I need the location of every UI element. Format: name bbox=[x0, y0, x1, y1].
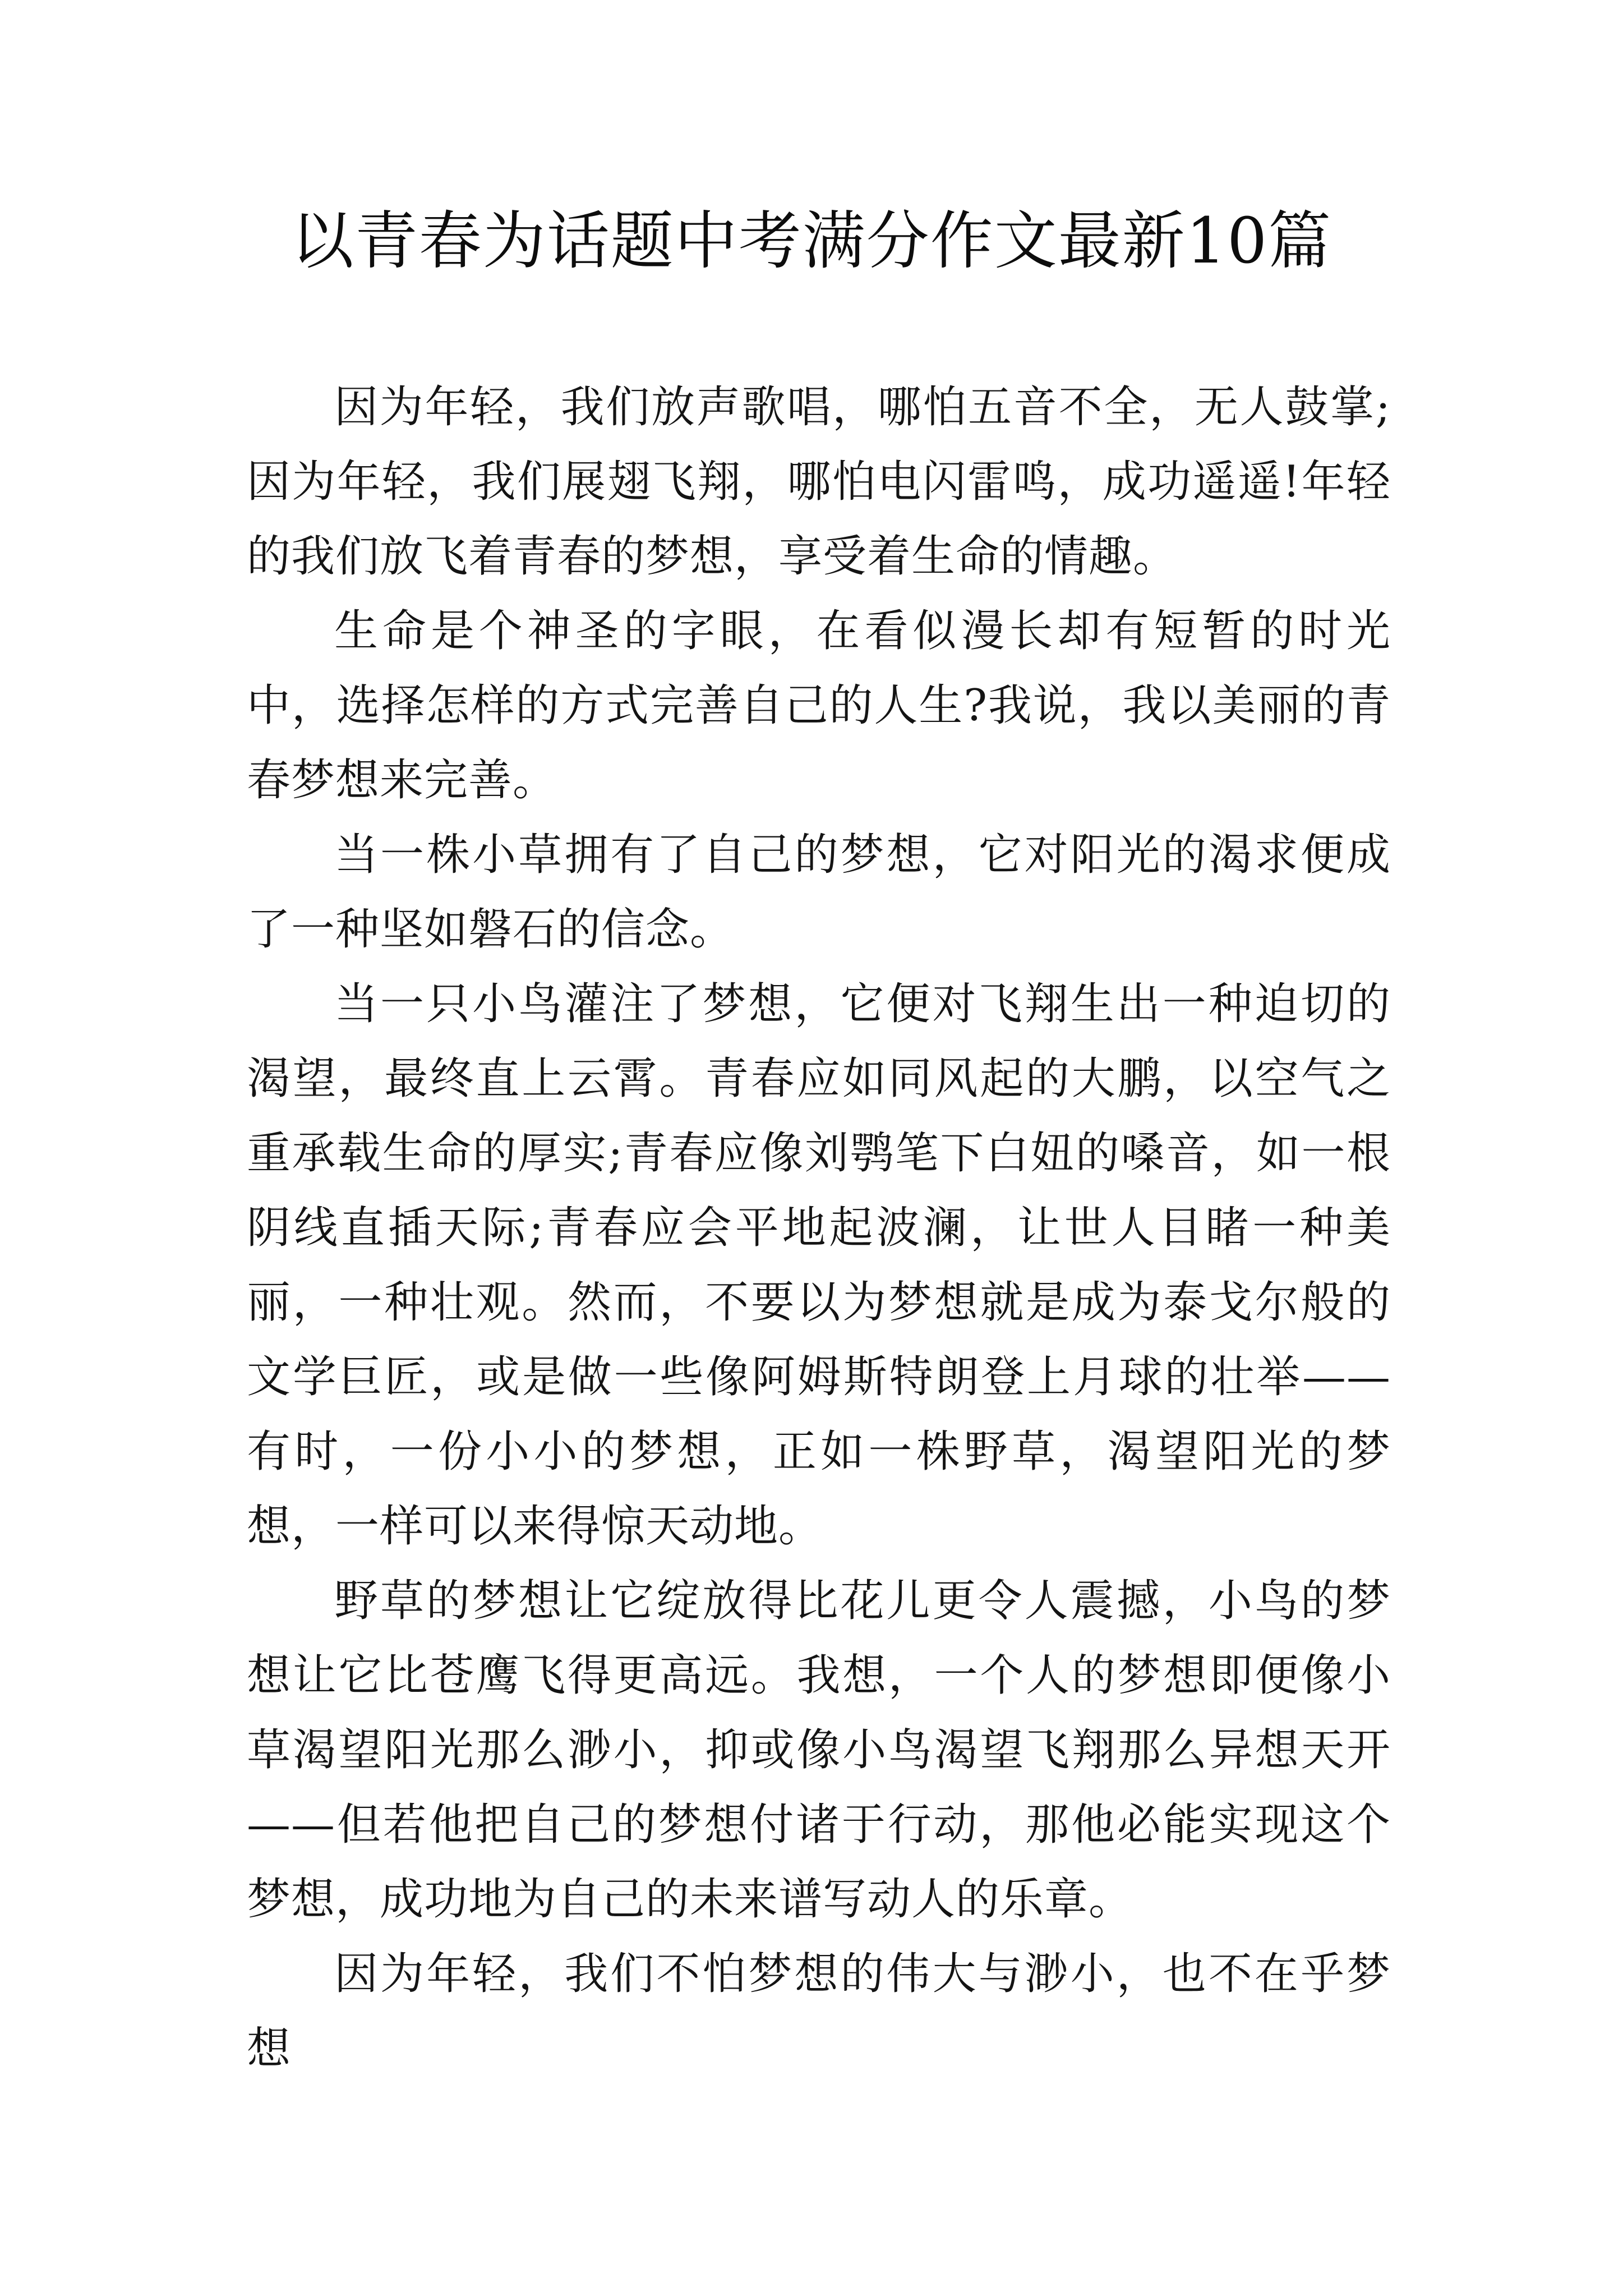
paragraph: 当一株小草拥有了自己的梦想，它对阳光的渴求便成了一种坚如磐石的信念。 bbox=[247, 830, 1391, 955]
paragraph: 野草的梦想让它绽放得比花儿更令人震撼，小鸟的梦想让它比苍鹰飞得更高远。我想，一个人的梦想即便像小草渴望阳光那么渺小，抑或像小鸟渴望飞翔那么异想天开——但若他把自己的梦想付诸于行动，那他必能实现这个梦想，成功地为自己的未来谱写动人的乐章。 bbox=[247, 1576, 1391, 1925]
paragraph: 当一只小鸟灌注了梦想，它便对飞翔生出一种迫切的渴望，最终直上云霄。青春应如同风起的大鹏，以空气之重承载生命的厚实;青春应像刘鹗笔下白妞的嗓音，如一根阴线直插天际;青春应会平地起波澜，让世人目睹一种美丽，一种壮观。然而，不要以为梦想就是成为泰戈尔般的文学巨匠，或是做一些像阿姆斯特朗登上月球的壮举——有时，一份小小的梦想，正如一株野草，渴望阳光的梦想，一样可以来得惊天动地。 bbox=[247, 979, 1391, 1552]
paragraph: 生命是个神圣的字眼，在看似漫长却有短暂的时光中，选择怎样的方式完善自己的人生?我说，我以美丽的青春梦想来完善。 bbox=[247, 606, 1391, 806]
paragraph: 因为年轻，我们放声歌唱，哪怕五音不全，无人鼓掌;因为年轻，我们展翅飞翔，哪怕电闪雷鸣，成功遥遥!年轻的我们放飞着青春的梦想，享受着生命的情趣。 bbox=[247, 382, 1391, 582]
paragraph: 因为年轻，我们不怕梦想的伟大与渺小，也不在乎梦想 bbox=[247, 1949, 1391, 2074]
document-title: 以青春为话题中考满分作文最新10篇 bbox=[291, 205, 1332, 278]
document-body bbox=[247, 370, 1391, 2221]
